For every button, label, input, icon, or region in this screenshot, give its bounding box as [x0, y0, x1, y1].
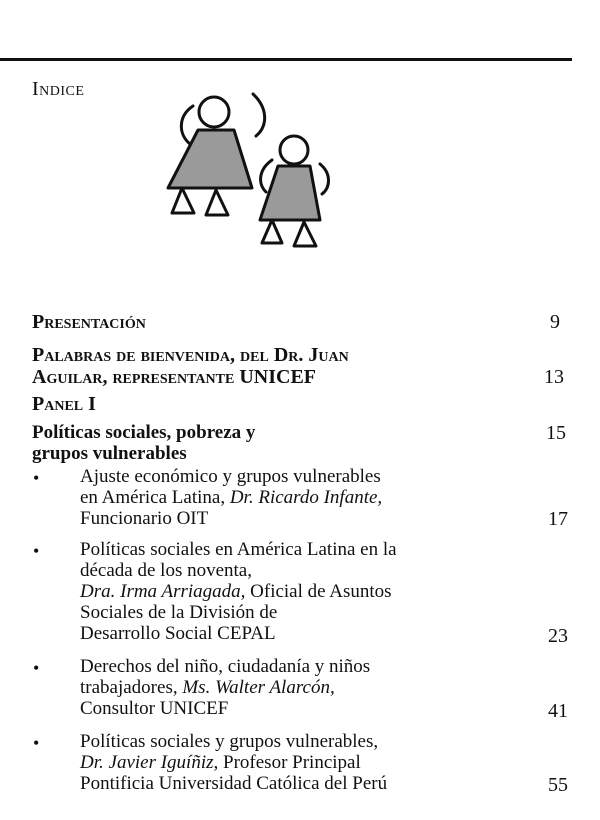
bullet: • — [33, 733, 40, 753]
item-title: Políticas sociales y grupos vulnerables, — [80, 731, 379, 752]
section-palabras-line2: Aguilar, representante UNICEF — [32, 366, 316, 388]
page-number: 23 — [548, 625, 568, 647]
section-palabras-line1: Palabras de bienvenida, del Dr. Juan — [32, 344, 349, 366]
top-rule — [0, 58, 572, 61]
page-number: 41 — [548, 700, 568, 722]
item-affiliation: Profesor Principal — [218, 752, 361, 773]
bullet: • — [33, 468, 40, 488]
page-number: 55 — [548, 774, 568, 796]
index-heading: Indice — [32, 78, 85, 100]
item-affiliation: Oficial de Asuntos — [245, 581, 392, 602]
section-presentacion: Presentación — [32, 311, 146, 333]
item-title-cont: trabajadores, — [80, 677, 183, 698]
item-title: Ajuste económico y grupos vulnerables — [80, 466, 381, 487]
item-author: Dra. Irma Arriagada, — [80, 581, 246, 602]
item-author: Dr. Ricardo Infante, — [229, 487, 383, 508]
page-number: 13 — [544, 366, 564, 388]
item-title-cont: en América Latina, — [80, 487, 230, 508]
item-affiliation: Funcionario OIT — [80, 508, 209, 529]
item-affiliation: Consultor UNICEF — [80, 698, 229, 719]
children-logo-icon — [150, 88, 340, 258]
section-politicas-line1: Políticas sociales, pobreza y — [32, 422, 256, 443]
section-politicas-line2: grupos vulnerables — [32, 443, 187, 464]
page-number: 17 — [548, 508, 568, 530]
list-item — [80, 656, 520, 719]
item-author: Ms. Walter Alarcón, — [182, 677, 335, 698]
page-number: 15 — [546, 422, 566, 444]
section-panel: Panel I — [32, 393, 96, 415]
page-number: 9 — [550, 311, 560, 333]
bullet: • — [33, 541, 40, 561]
item-affiliation-cont: Desarrollo Social CEPAL — [80, 623, 276, 644]
bullet: • — [33, 658, 40, 678]
item-title: Políticas sociales en América Latina en la — [80, 539, 397, 560]
item-title: Derechos del niño, ciudadanía y niños — [80, 656, 371, 677]
item-author: Dr. Javier Iguíñiz, — [80, 752, 219, 773]
list-item — [80, 539, 520, 644]
list-item — [80, 466, 520, 529]
item-title-cont: década de los noventa, — [80, 560, 252, 581]
item-affiliation-cont: Sociales de la División de — [80, 602, 278, 623]
item-affiliation-cont: Pontificia Universidad Católica del Perú — [80, 773, 388, 794]
list-item — [80, 731, 520, 794]
